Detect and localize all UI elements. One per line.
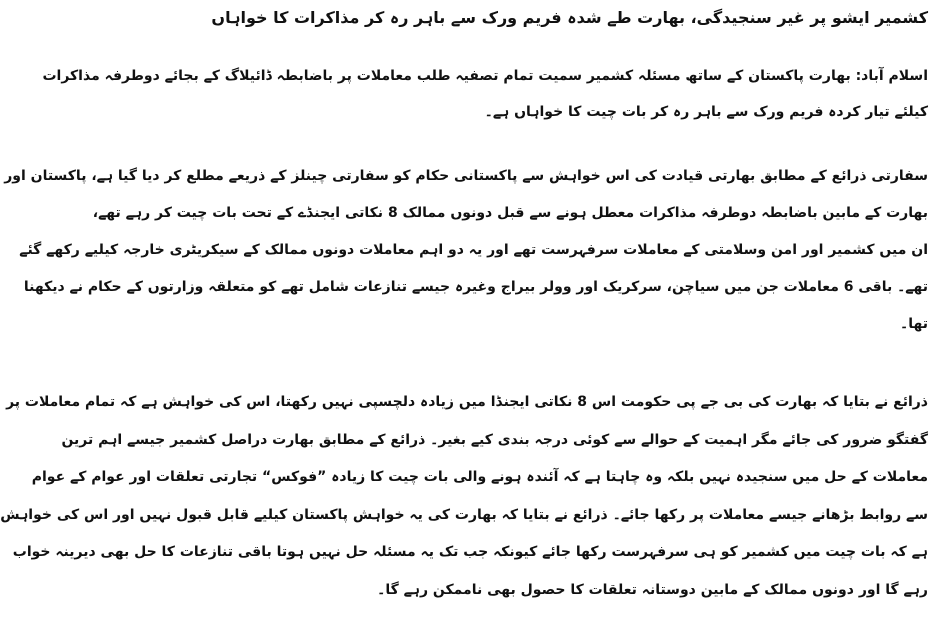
paragraph-line: تھے۔ باقی 6 معاملات جن میں سیاچن، سرکریک اور وولر بیراج وغیرہ جیسے تنازعات شامل تھے کو متعلقہ وزارتوں کے حکام نے دیکھنا [23,279,928,295]
paragraph-line: اسلام آباد: بھارت پاکستان کے ساتھ مسئلہ کشمیر سمیت تمام تصفیہ طلب معاملات پر باضابطہ ڈائیلاگ کے بجائے دوطرفہ مذاکرات [42,68,928,84]
paragraph-line: تھا۔ [900,316,928,332]
paragraph-line: ذرائع نے بتایا کہ بھارت کی بی جے پی حکومت اس 8 نکاتی ایجنڈا میں زیادہ دلچسپی نہیں رکھتا، اس کی خواہش ہے کہ تمام معاملات پر [6,394,928,410]
article-paragraph-2 [4,158,928,343]
article-paragraph-3 [0,384,928,609]
paragraph-line: بھارت کے مابین باضابطہ دوطرفہ مذاکرات معطل ہونے سے قبل دونوں ممالک 8 نکاتی ایجنڈے کے تحت بات چیت کر رہے تھے، [92,205,928,221]
article-headline: کشمیر ایشو پر غیر سنجیدگی، بھارت طے شدہ فریم ورک سے باہر رہ کر مذاکرات کا خواہاں [211,8,928,27]
paragraph-line: معاملات کے حل میں سنجیدہ نہیں بلکہ وہ چاہتا ہے کہ آئندہ ہونے والی بات چیت کا زیادہ ”فوکس“ تجارتی تعلقات اور عوام کے عوام [31,469,928,485]
paragraph-line: رہے گا اور دونوں ممالک کے مابین دوستانہ تعلقات کا حصول بھی ناممکن رہے گا۔ [377,581,928,598]
paragraph-line: کیلئے تیار کردہ فریم ورک سے باہر رہ کر بات چیت کا خواہاں ہے۔ [484,104,928,120]
paragraph-line: سے روابط بڑھانے جیسے معاملات پر رکھا جائے۔ ذرائع نے بتایا کہ بھارت کی یہ خواہش پاکستان کیلیے قابل قبول نہیں اور اس کی خواہش [0,506,928,523]
paragraph-line: ہے کہ بات چیت میں کشمیر کو ہی سرفہرست رکھا جائے کیونکہ جب تک یہ مسئلہ حل نہیں ہوتا باقی تنازعات کا حل بھی دیرینہ خواب [12,544,928,560]
paragraph-line: سفارتی ذرائع کے مطابق بھارتی قیادت کی اس خواہش سے پاکستانی حکام کو سفارتی چینلز کے ذریعے مطلع کر دیا گیا ہے، پاکستان اور [4,168,928,184]
paragraph-line: ان میں کشمیر اور امن وسلامتی کے معاملات سرفہرست تھے اور یہ دو اہم معاملات دونوں ممالک کے سیکریٹری خارجہ کیلیے رکھے گئے [19,242,928,258]
article-paragraph-1 [42,58,928,130]
paragraph-line: گفتگو ضرور کی جائے مگر اہمیت کے حوالے سے کوئی درجہ بندی کیے بغیر۔ ذرائع کے مطابق بھارت دراصل کشمیر جیسے اہم ترین [61,431,928,448]
